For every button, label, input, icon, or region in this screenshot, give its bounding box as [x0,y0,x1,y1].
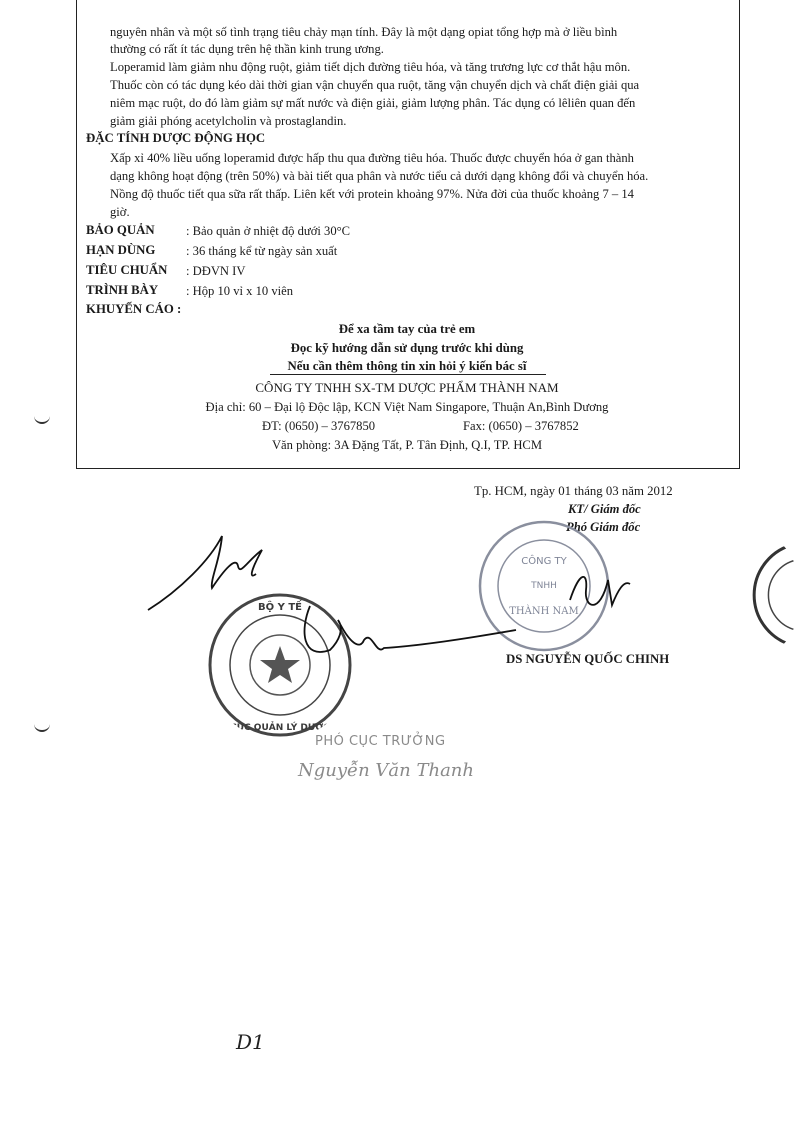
company-phone: ĐT: (0650) – 3767850 [262,419,376,433]
spec-label: KHUYẾN CÁO : [86,302,182,316]
stamp-agency-top: BỘ Y TẾ [258,602,302,613]
stamp-agency-bottom: CỤC QUẢN LÝ DƯỢC [230,723,330,733]
body-line: Thuốc còn có tác dụng kéo dài thời gian vận chuyển qua ruột, tăng vận chuyển dịch và chất điện giải qua [110,78,640,92]
spec-value: : Bảo quản ở nhiệt độ dưới 30°C [186,224,351,238]
binder-hole [34,718,50,732]
spec-value: : 36 tháng kể từ ngày sản xuất [186,244,338,258]
body-line: Loperamid làm giảm nhu động ruột, giảm tiết dịch đường tiêu hóa, và tăng trương lực cơ thắt hậu môn. [110,60,631,74]
separator [270,374,546,375]
body-line: giảm giải phóng acetylcholin và prostaglandin. [110,114,347,128]
spec-label: TIÊU CHUẨN [86,263,168,277]
spec-value: : DĐVN IV [186,264,246,278]
body-line: nguyên nhân và một số tình trạng tiêu chảy mạn tính. Đây là một dạng opiat tổng hợp mà ở liều bình [110,25,618,39]
stamp-company-line: THÀNH NAM [509,606,579,617]
signer-title-1: KT/ Giám đốc [568,502,641,516]
stamp-company-line: TNHH [531,581,557,591]
date-line: Tp. HCM, ngày 01 tháng 03 năm 2012 [474,484,673,498]
agency-title: PHÓ CỤC TRƯỞNG [315,734,446,749]
company-fax: Fax: (0650) – 3767852 [463,419,579,433]
company-signature [560,560,640,620]
agency-signature [280,600,520,670]
body-line: niêm mạc ruột, do đó làm giảm sự mất nước và điện giải, giảm lượng phân. Tác dụng có lêliên quan đến [110,96,636,110]
pk-line: giờ. [110,205,130,219]
company-name: CÔNG TY TNHH SX-TM DƯỢC PHẨM THÀNH NAM [255,380,559,395]
warning-line: Nếu cần thêm thông tin xin hỏi ý kiến bác sĩ [287,359,527,373]
spec-label: TRÌNH BÀY [86,283,159,297]
spec-value: : Hộp 10 vỉ x 10 viên [186,284,294,298]
spec-label: HẠN DÙNG [86,243,156,257]
warning-line: Đọc kỹ hướng dẫn sử dụng trước khi dùng [290,341,524,355]
signer-name: DS NGUYỄN QUỐC CHINH [506,652,670,666]
pk-line: Xấp xỉ 40% liều uống loperamid được hấp thu qua đường tiêu hóa. Thuốc được chuyển hóa ở gan thành [110,151,634,165]
pk-line: dạng không hoạt động (trên 50%) và bài tiết qua phân và nước tiểu cả dưới dạng không đổi và chuyển hóa. [110,169,649,183]
partial-stamp [740,540,800,650]
company-office: Văn phòng: 3A Đặng Tất, P. Tân Định, Q.I, TP. HCM [271,438,543,452]
page-mark: D1 [236,1030,265,1054]
body-line: thường có rất ít tác dụng trên hệ thần kinh trung ương. [110,42,384,56]
stamp-company-line: CÔNG TY [521,556,567,567]
agency-signer-name: Nguyễn Văn Thanh [298,760,474,781]
pk-heading: ĐẶC TÍNH DƯỢC ĐỘNG HỌC [86,131,266,145]
binder-hole [34,410,50,424]
company-address: Địa chỉ: 60 – Đại lộ Độc lập, KCN Việt Nam Singapore, Thuận An,Bình Dương [205,400,609,414]
pk-line: Nồng độ thuốc tiết qua sữa rất thấp. Liên kết với protein khoảng 97%. Nửa đời của thuốc khoảng 7 – 14 [110,187,634,201]
warning-line: Để xa tầm tay của trẻ em [338,322,476,336]
spec-label: BẢO QUẢN [86,223,155,237]
signer-title-2: Phó Giám đốc [566,520,641,534]
